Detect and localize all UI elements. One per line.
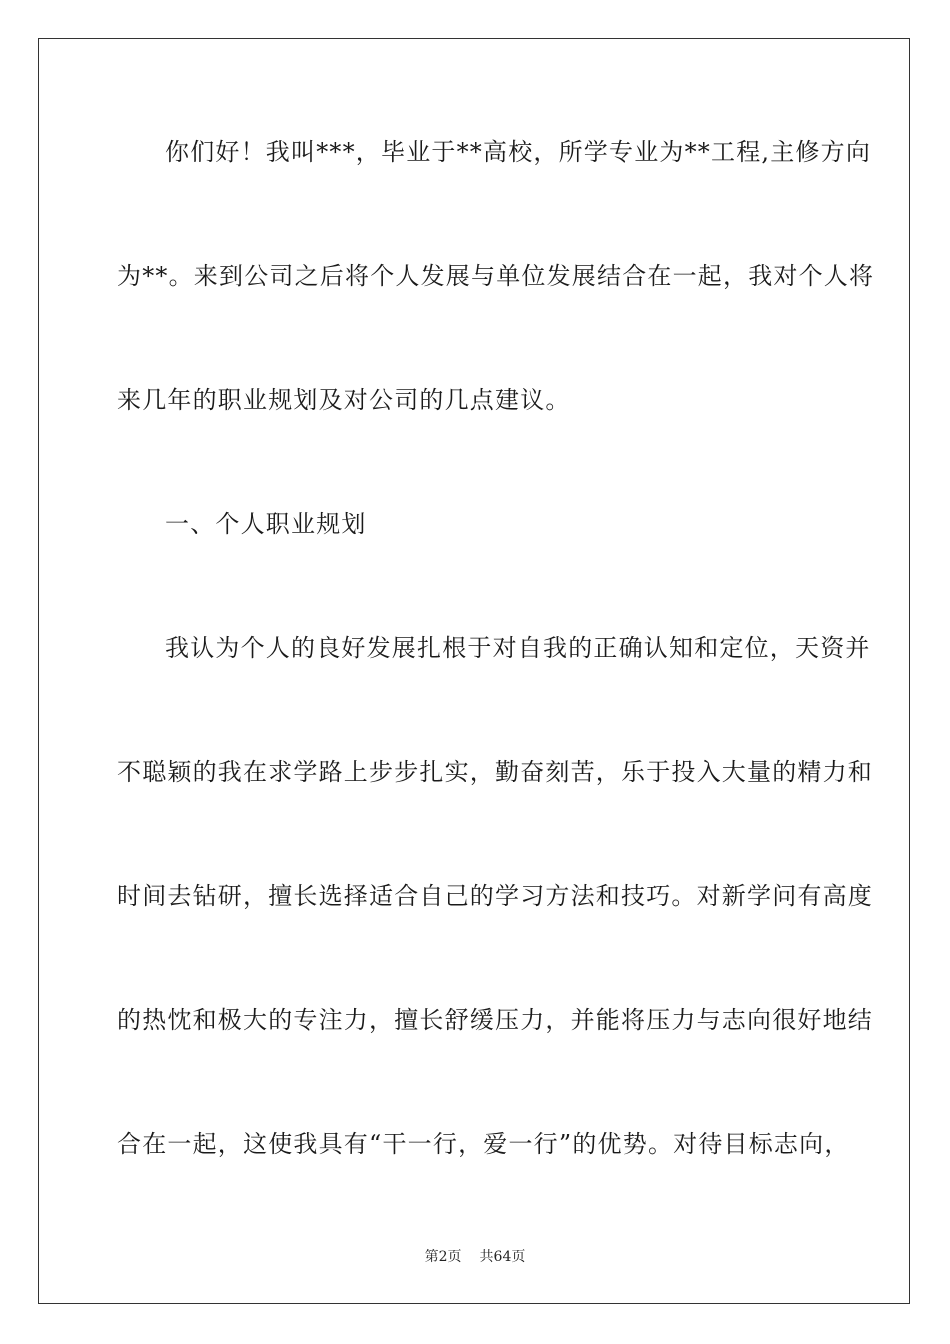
page-number: 第2页 xyxy=(424,1249,462,1265)
page-footer xyxy=(0,1247,950,1267)
paragraph-line: 我认为个人的良好发展扎根于对自我的正确认知和定位，天资并 xyxy=(165,634,871,662)
paragraph-line: 为**。来到公司之后将个人发展与单位发展结合在一起，我对个人将 xyxy=(117,262,875,290)
page-total: 共64页 xyxy=(479,1249,526,1265)
paragraph-line: 不聪颖的我在求学路上步步扎实，勤奋刻苦，乐于投入大量的精力和 xyxy=(117,758,873,786)
paragraph-line: 合在一起，这使我具有“干一行，爱一行”的优势。对待目标志向， xyxy=(117,1130,850,1158)
paragraph-line: 时间去钻研，擅长选择适合自己的学习方法和技巧。对新学问有高度 xyxy=(117,882,873,910)
section-heading: 一、个人职业规划 xyxy=(165,510,367,538)
page-border xyxy=(38,38,910,1304)
paragraph-line: 的热忱和极大的专注力，擅长舒缓压力，并能将压力与志向很好地结 xyxy=(117,1006,873,1034)
paragraph-line: 你们好！我叫***，毕业于**高校，所学专业为**工程,主修方向 xyxy=(165,138,872,166)
paragraph-line: 来几年的职业规划及对公司的几点建议。 xyxy=(117,386,571,414)
